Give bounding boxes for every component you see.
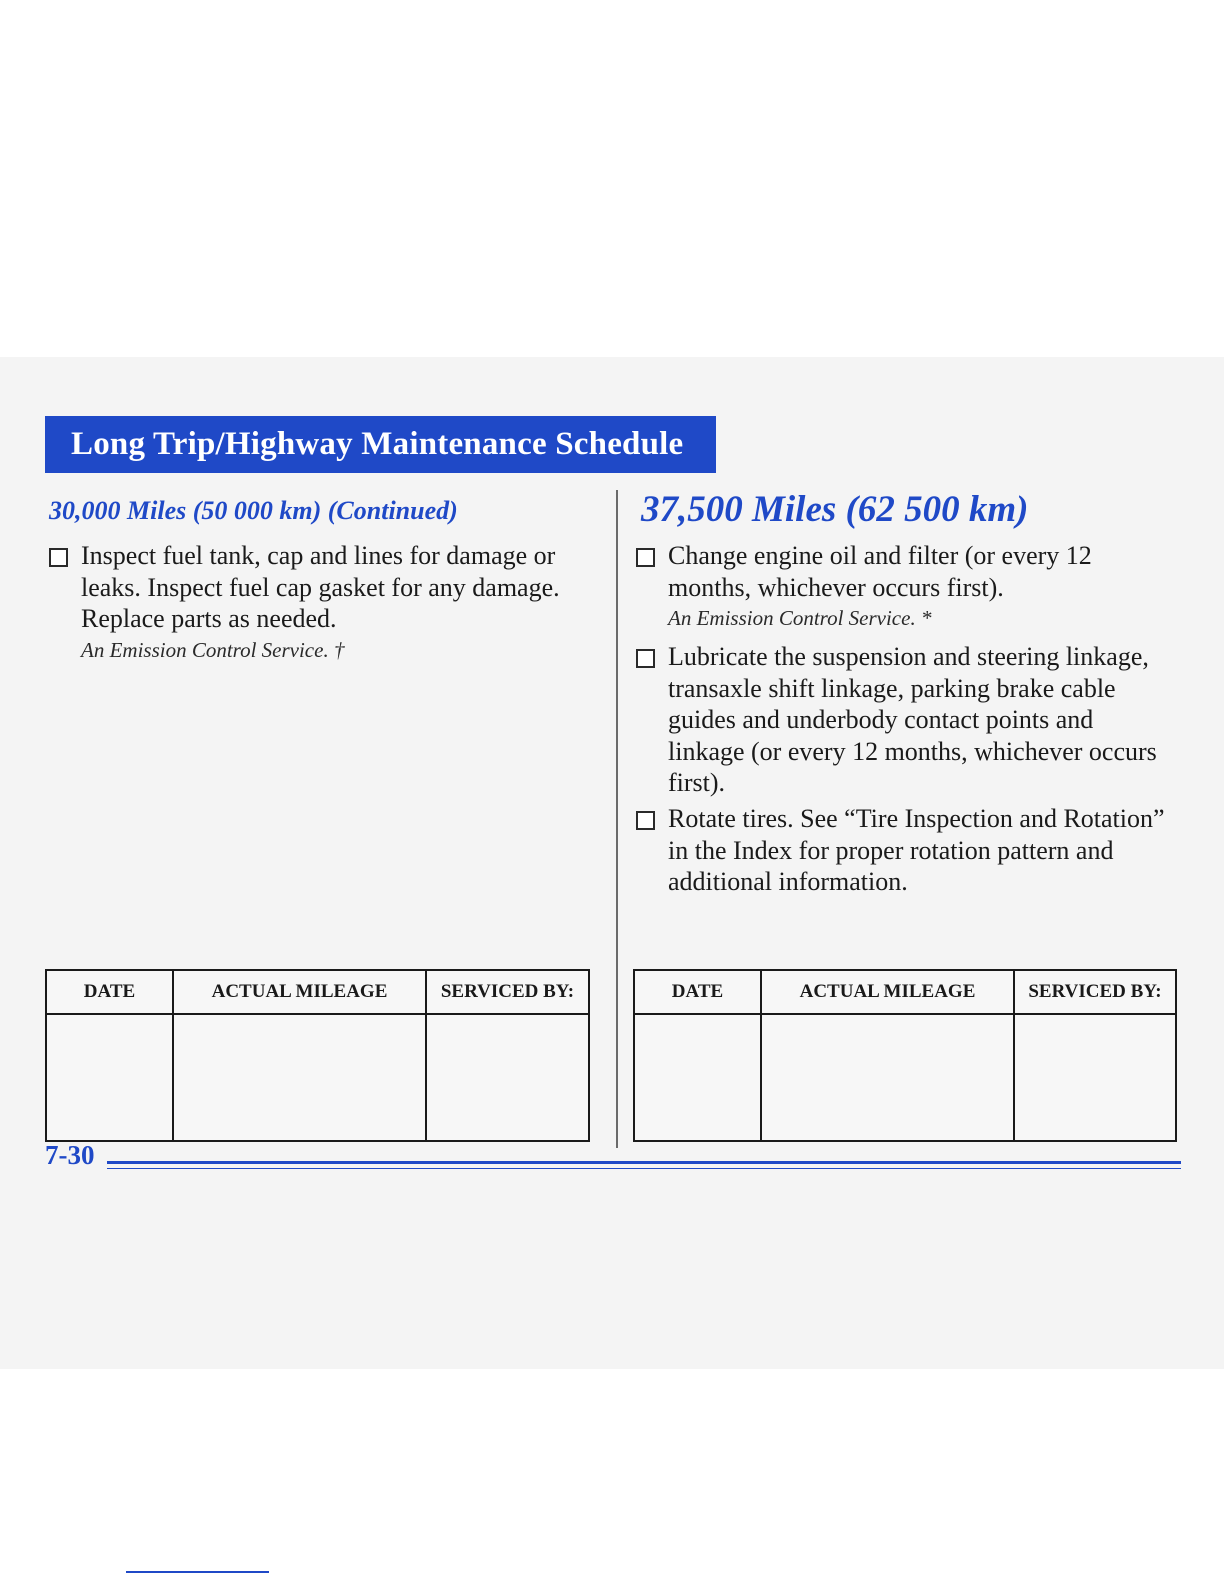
right-section-heading: 37,500 Miles (62 500 km) xyxy=(641,489,1029,530)
item-note: An Emission Control Service. † xyxy=(81,637,345,662)
footer-mark xyxy=(126,1571,269,1573)
item-text: Change engine oil and filter (or every 12 months, whichever occurs first). xyxy=(668,541,1092,602)
checkbox[interactable] xyxy=(636,548,655,567)
checklist-item-engine-oil xyxy=(636,540,1176,633)
serviced-by-entry-cell[interactable] xyxy=(426,1014,589,1141)
column-header-date: DATE xyxy=(634,970,761,1014)
item-note: An Emission Control Service. * xyxy=(668,606,932,630)
column-divider xyxy=(616,490,618,1148)
left-section-heading: 30,000 Miles (50 000 km) (Continued) xyxy=(49,496,458,525)
service-log-table-left xyxy=(45,969,590,1142)
checklist-item-fuel-tank xyxy=(49,540,589,665)
checkbox[interactable] xyxy=(49,548,68,567)
column-header-actual-mileage: ACTUAL MILEAGE xyxy=(761,970,1014,1014)
column-header-serviced-by: SERVICED BY: xyxy=(426,970,589,1014)
item-text: Rotate tires. See “Tire Inspection and Rotation” in the Index for proper rotation pattern and additional information. xyxy=(668,804,1165,896)
item-text: Inspect fuel tank, cap and lines for damage or leaks. Inspect fuel cap gasket for any damage. Replace parts as needed. xyxy=(81,541,560,633)
footer-rule-thin xyxy=(107,1168,1181,1169)
checklist-item-lubricate xyxy=(636,641,1176,799)
checklist-item-rotate-tires xyxy=(636,803,1176,898)
banner-title: Long Trip/Highway Maintenance Schedule xyxy=(71,426,684,462)
column-header-actual-mileage: ACTUAL MILEAGE xyxy=(173,970,426,1014)
item-text: Lubricate the suspension and steering linkage, transaxle shift linkage, parking brake cable guides and underbody contact points and linkage (or every 12 months, whichever occurs first). xyxy=(668,642,1157,797)
page-number: 7-30 xyxy=(45,1140,95,1170)
checkbox[interactable] xyxy=(636,811,655,830)
column-header-serviced-by: SERVICED BY: xyxy=(1014,970,1176,1014)
mileage-entry-cell[interactable] xyxy=(761,1014,1014,1141)
mileage-entry-cell[interactable] xyxy=(173,1014,426,1141)
date-entry-cell[interactable] xyxy=(46,1014,173,1141)
footer-rule xyxy=(107,1161,1181,1164)
date-entry-cell[interactable] xyxy=(634,1014,761,1141)
checkbox[interactable] xyxy=(636,649,655,668)
section-banner xyxy=(45,416,716,473)
column-header-date: DATE xyxy=(46,970,173,1014)
service-log-table-right xyxy=(633,969,1177,1142)
serviced-by-entry-cell[interactable] xyxy=(1014,1014,1176,1141)
